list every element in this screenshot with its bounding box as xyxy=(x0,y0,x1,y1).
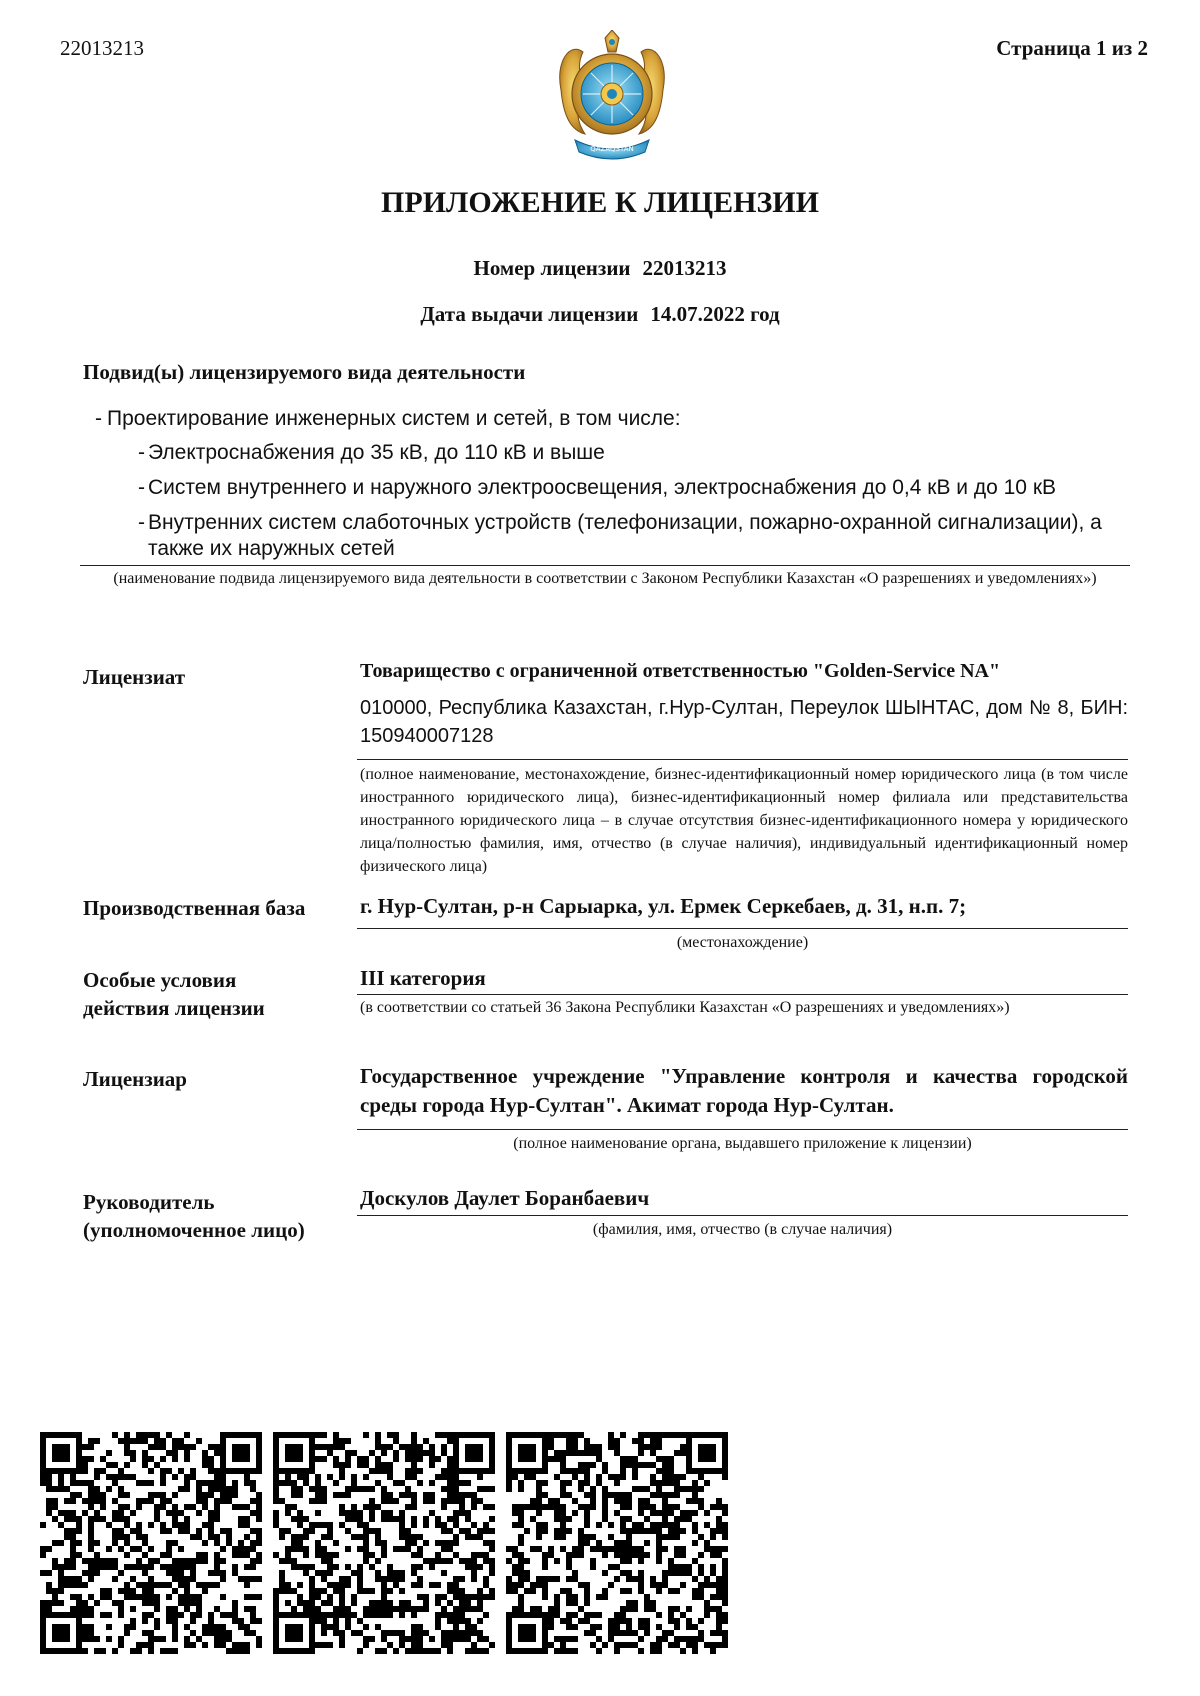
special-conditions-caption: (в соответствии со статьей 36 Закона Республики Казахстан «О разрешениях и уведомлениях») xyxy=(360,999,1010,1016)
license-date-line xyxy=(0,302,1200,327)
bullet-dash: - xyxy=(138,441,145,464)
bullet-dash: - xyxy=(138,476,145,499)
head-name: Доскулов Даулет Боранбаевич xyxy=(360,1186,650,1210)
subtype-item xyxy=(138,475,1118,501)
emblem-text: QAZAQSTAN xyxy=(590,145,634,153)
head-label-line: (уполномоченное лицо) xyxy=(83,1218,305,1242)
head-label xyxy=(83,1188,305,1244)
qr-code-icon xyxy=(40,1432,262,1654)
divider xyxy=(357,759,1128,760)
license-number-label: Номер лицензии xyxy=(473,256,631,280)
head-label-line: Руководитель xyxy=(83,1190,215,1214)
divider xyxy=(80,565,1130,566)
licensor-caption: (полное наименование органа, выдавшего приложение к лицензии) xyxy=(513,1135,972,1152)
subtypes-caption: (наименование подвида лицензируемого вида деятельности в соответствии с Законом Республики Казахстан «О разрешениях и уведомлениях») xyxy=(113,570,1097,587)
licensor-value: Государственное учреждение "Управление контроля и качества городской среды города Нур-Султан". Акимат города Нур-Султан. xyxy=(360,1064,1128,1117)
license-number-value: 22013213 xyxy=(642,256,727,280)
subtype-item-text: Проектирование инженерных систем и сетей, в том числе: xyxy=(107,407,681,430)
subtypes-heading: Подвид(ы) лицензируемого вида деятельности xyxy=(83,360,526,384)
licensor-label: Лицензиар xyxy=(83,1067,187,1091)
production-base-value: г. Нур-Султан, р-н Сарыарка, ул. Ермек Серкебаев, д. 31, н.п. 7; xyxy=(360,894,967,918)
license-date-value: 14.07.2022 год xyxy=(650,302,780,326)
licensee-name: Товарищество с ограниченной ответственностью "Golden-Service NA" xyxy=(360,660,1001,682)
head-caption: (фамилия, имя, отчество (в случае наличия) xyxy=(592,1221,893,1238)
document-number: 22013213 xyxy=(60,36,144,60)
licensee-address: 010000, Республика Казахстан, г.Нур-Султан, Переулок ШЫНТАС, дом № 8, БИН: 150940007128 xyxy=(360,697,1128,747)
divider xyxy=(357,1129,1128,1130)
subtype-item xyxy=(95,406,1125,432)
divider xyxy=(357,1215,1128,1216)
page-counter: Страница 1 из 2 xyxy=(996,36,1148,60)
subtype-item-text: Электроснабжения до 35 кВ, до 110 кВ и выше xyxy=(148,441,605,464)
divider xyxy=(357,994,1128,995)
production-base-label: Производственная база xyxy=(83,896,306,920)
divider xyxy=(357,928,1128,929)
special-conditions-label-line: Особые условия xyxy=(83,968,237,992)
subtype-item xyxy=(138,510,1128,562)
page-title: ПРИЛОЖЕНИЕ К ЛИЦЕНЗИИ xyxy=(381,186,819,219)
licensee-label: Лицензиат xyxy=(83,665,186,689)
licensee-caption: (полное наименование, местонахождение, бизнес-идентификационный номер юридического лица (в том числе иностранного юридического лица), бизнес-идентификационный номер филиала или представительства иностранного юридического лица – в случае отсутствия бизнес-идентификационного номера у юридического лица/полностью фамилия, имя, отчество (в случае наличия), индивидуальный идентификационный номер физического лица) xyxy=(360,766,1128,875)
bullet-dash: - xyxy=(138,511,145,534)
kazakhstan-state-emblem-icon xyxy=(553,30,671,166)
subtype-item-text: Систем внутреннего и наружного электроосвещения, электроснабжения до 0,4 кВ и до 10 кВ xyxy=(148,476,1057,499)
qr-code-icon xyxy=(506,1432,728,1654)
license-number-line xyxy=(0,256,1200,281)
subtype-item xyxy=(138,440,1118,466)
special-conditions-label-line: действия лицензии xyxy=(83,996,265,1020)
qr-code-icon xyxy=(273,1432,495,1654)
subtype-item-text: Внутренних систем слаботочных устройств (телефонизации, пожарно-охранной сигнализации), а также их наружных сетей xyxy=(148,511,1102,560)
bullet-dash: - xyxy=(95,407,102,430)
special-conditions-label xyxy=(83,966,265,1022)
special-conditions-value: III категория xyxy=(360,966,486,990)
license-date-label: Дата выдачи лицензии xyxy=(420,302,639,326)
production-base-caption: (местонахождение) xyxy=(676,934,809,951)
